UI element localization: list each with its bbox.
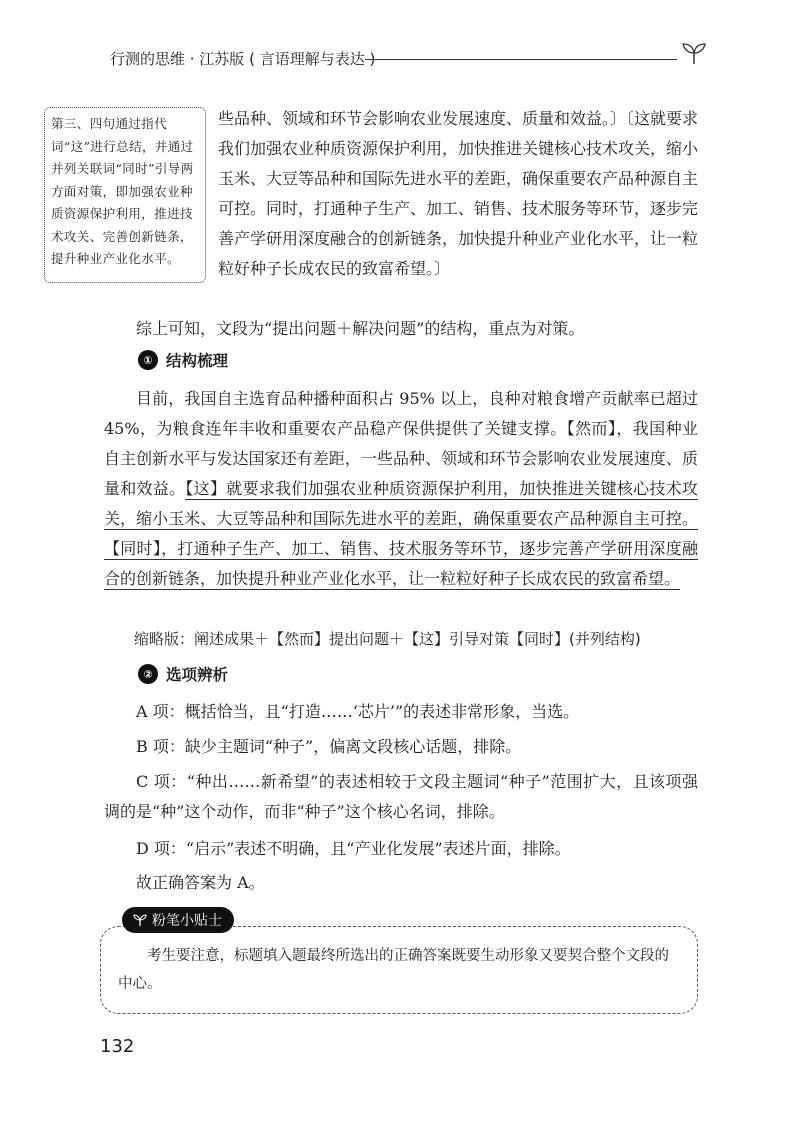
option-a: A 项：概括恰当，且“打造……‘芯片’”的表述非常形象，当选。 — [136, 702, 580, 721]
answer-line: 故正确答案为 A。 — [136, 873, 265, 892]
option-d: D 项：“启示”表述不明确，且“产业化发展”表述片面，排除。 — [136, 839, 571, 858]
tips-text: 考生要注意，标题填入题最终所选出的正确答案既要生动形象又要契合整个文段的中心。 — [118, 948, 669, 992]
structure-part-a: 目前，我国自主选育品种播种面积占 95% 以上，良种对粮食增产贡献率已超过 45%，为粮食连年丰收和重要农产品稳产保供提供了关键支撑。【然而】，我国种业自主创新水平与发达国家还有差距，一些品种、领域和环节会影响农业发展速度、质量和效益。 — [104, 389, 698, 498]
structure-heading — [138, 349, 228, 371]
structure-badge: ① — [138, 350, 158, 370]
condensed-version: 缩略版：阐述成果＋【然而】提出问题＋【这】引导对策【同时】(并列结构) — [134, 630, 641, 648]
margin-note: 第三、四句通过指代词“这”进行总结，并通过并列关联词“同时”引导两方面对策，即加强农业种质资源保护利用，推进技术攻关、完善创新链条，提升种业产业化水平。 — [44, 107, 206, 283]
options-heading-text: 选项辨析 — [166, 666, 229, 684]
structure-underlined-measures: 【这】就要求我们加强农业种质资源保护利用，加快推进关键核心技术攻关，缩小玉米、大豆等品种和国际先进水平的差距，确保重要农产品种源自主可控。【同时】，打通种子生产、加工、销售、技术服务等环节，逐步完善产学研用深度融合的创新链条，加快提升种业产业化水平，让一粒粒好种子长成农民的致富希望。 — [104, 479, 698, 588]
structure-heading-text: 结构梳理 — [166, 352, 229, 370]
options-badge: ② — [138, 664, 158, 684]
header-rule — [365, 59, 677, 60]
page-number: 132 — [100, 1036, 135, 1057]
tips-label — [122, 907, 234, 933]
sprout-small-icon — [132, 913, 148, 927]
option-c: C 项：“种出……新希望”的表述相较于文段主题词“种子”范围扩大，且该项强调的是“种”这个动作，而非“种子”这个核心名词，排除。 — [104, 772, 698, 821]
header-title: 行测的思维 · 江苏版 ( 言语理解与表达 ) — [110, 50, 376, 68]
options-heading — [138, 663, 228, 685]
structure-paragraph — [104, 384, 698, 594]
option-b: B 项：缺少主题词“种子”，偏离文段核心话题，排除。 — [136, 737, 522, 756]
summary-paragraph: 综上可知，文段为“提出问题＋解决问题”的结构，重点为对策。 — [136, 319, 585, 338]
paragraph-continued: 些品种、领域和环节会影响农业发展速度、质量和效益。〕〔这就要求我们加强农业种质资源保护利用，加快推进关键核心技术攻关，缩小玉米、大豆等品种和国际先进水平的差距，确保重要农产品种源自主可控。同时，打通种子生产、加工、销售、技术服务等环节，逐步完善产学研用深度融合的创新链条，加快提升种业产业化水平，让一粒粒好种子长成农民的致富希望。〕 — [218, 109, 699, 278]
running-header — [100, 38, 710, 78]
sprout-icon — [678, 40, 710, 66]
tips-label-text: 粉笔小贴士 — [152, 913, 222, 929]
